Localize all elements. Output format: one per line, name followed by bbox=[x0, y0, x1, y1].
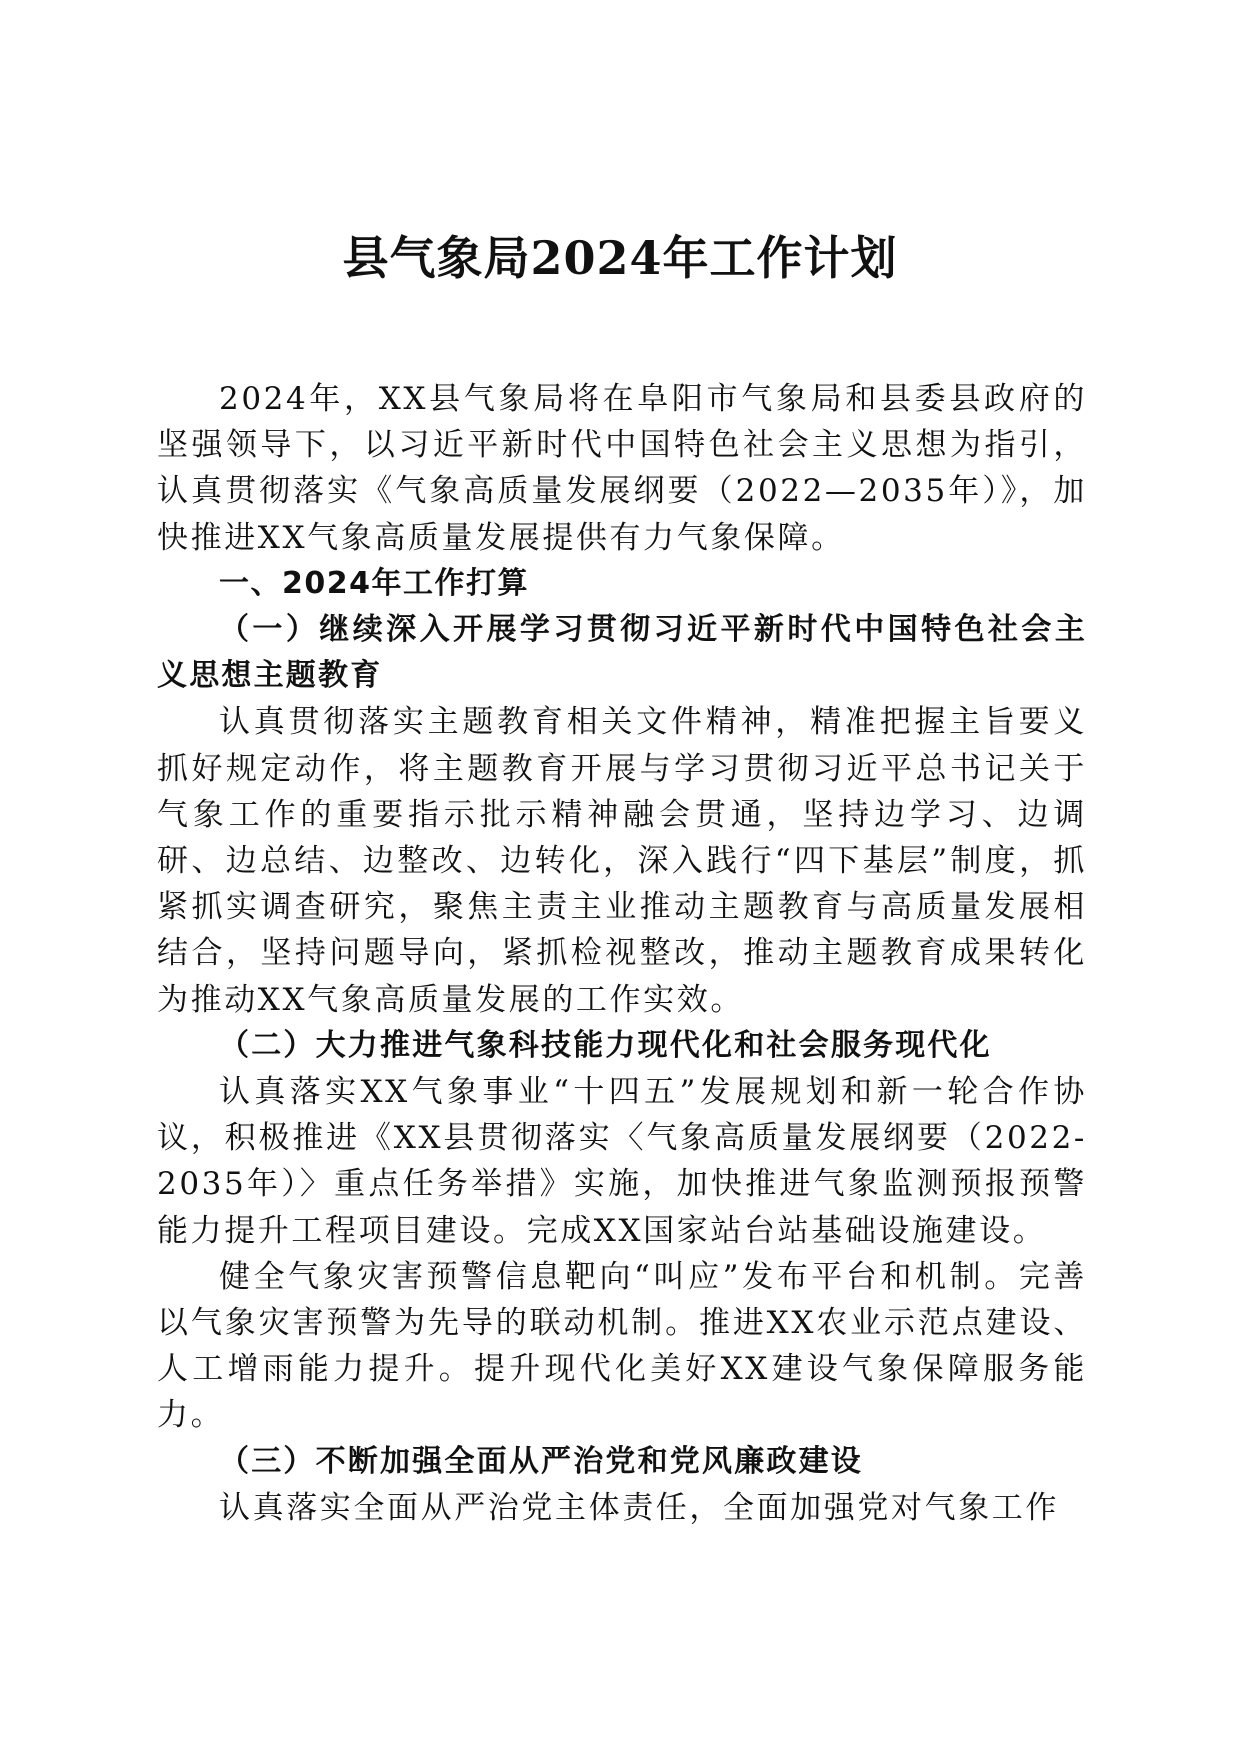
warning-mechanism-paragraph: 健全气象灾害预警信息靶向“叫应”发布平台和机制。完善以气象灾害预警为先导的联动机制。推进XX农业示范点建设、人工增雨能力提升。提升现代化美好XX建设气象保障服务能力。 bbox=[157, 1258, 1087, 1434]
document-body bbox=[157, 376, 1087, 1531]
subsection-heading-party-discipline: （三）不断加强全面从严治党和党风廉政建设 bbox=[219, 1443, 863, 1479]
modernization-paragraph: 认真落实XX气象事业“十四五”发展规划和新一轮合作协议，积极推进《XX县贯彻落实〈气象高质量发展纲要（2022-2035年）〉重点任务举措》实施，加快推进气象监测预报预警能力提升工程项目建设。完成XX国家站台站基础设施建设。 bbox=[157, 1074, 1087, 1249]
subsection-heading-theme-education: （一）继续深入开展学习贯彻习近平新时代中国特色社会主义思想主题教育 bbox=[157, 612, 1087, 694]
document-title: 县气象局2024年工作计划 bbox=[342, 231, 898, 285]
theme-education-paragraph: 认真贯彻落实主题教育相关文件精神，精准把握主旨要义抓好规定动作，将主题教育开展与学习贯彻习近平总书记关于气象工作的重要指示批示精神融会贯通，坚持边学习、边调研、边总结、边整改、边转化，深入践行“四下基层”制度，抓紧抓实调查研究，聚焦主责主业推动主题教育与高质量发展相结合，坚持问题导向，紧抓检视整改，推动主题教育成果转化为推动XX气象高质量发展的工作实效。 bbox=[157, 704, 1087, 1018]
section-heading-work-plan: 一、2024年工作打算 bbox=[219, 565, 529, 601]
intro-paragraph: 2024年，XX县气象局将在阜阳市气象局和县委县政府的坚强领导下，以习近平新时代中国特色社会主义思想为指引，认真贯彻落实《气象高质量发展纲要（2022—2035年）》，加快推进XX气象高质量发展提供有力气象保障。 bbox=[157, 381, 1087, 556]
party-discipline-paragraph: 认真落实全面从严治党主体责任，全面加强党对气象工作 bbox=[219, 1489, 1059, 1526]
subsection-heading-modernization: （二）大力推进气象科技能力现代化和社会服务现代化 bbox=[219, 1027, 992, 1063]
